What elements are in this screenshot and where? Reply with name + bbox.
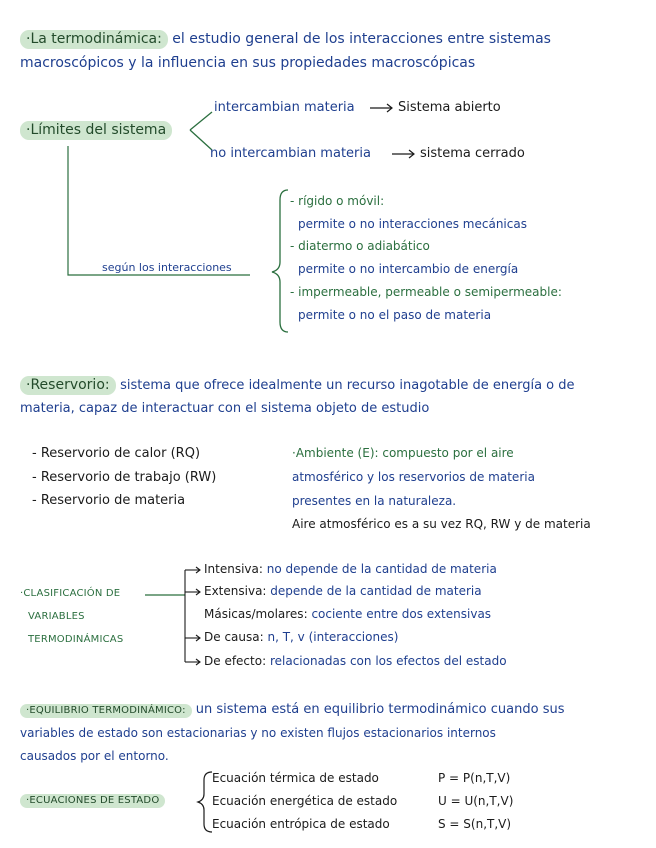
clasificacion-desc: no depende de la cantidad de materia <box>266 562 497 576</box>
term-limites-sistema: ·Límites del sistema <box>20 121 172 140</box>
clasificacion-term: Extensiva: <box>204 584 267 598</box>
clasificacion-desc: n, T, v (interacciones) <box>267 630 399 644</box>
clasificacion-term: Intensiva: <box>204 562 263 576</box>
ambiente-line-2: atmosférico y los reservorios de materia <box>292 470 535 484</box>
branch-open-right: Sistema abierto <box>398 100 501 115</box>
reservorio-type: - Reservorio de calor (RQ) <box>32 446 201 461</box>
ecuacion-formula: U = U(n,T,V) <box>438 794 514 808</box>
reservorio-type: - Reservorio de trabajo (RW) <box>32 470 217 485</box>
reservorio-type: - Reservorio de materia <box>32 493 186 508</box>
clasificacion-term: De efecto: <box>204 654 267 668</box>
term-termodinamica: ·La termodinámica: <box>20 30 168 49</box>
ambiente-line-4: Aire atmosférico es a su vez RQ, RW y de materia <box>292 517 591 531</box>
reservorio-definition-2: materia, capaz de interactuar con el sistema objeto de estudio <box>20 401 430 416</box>
clasificacion-desc: cociente entre dos extensivas <box>311 607 492 621</box>
term-ecuaciones: ·ECUACIONES DE ESTADO <box>20 794 165 808</box>
interaccion-item: permite o no interacciones mecánicas <box>298 217 527 231</box>
ecuacion-name: Ecuación energética de estado <box>212 794 398 808</box>
interaccion-item: - rígido o móvil: <box>290 194 385 208</box>
clasificacion-label-2: VARIABLES <box>28 611 85 622</box>
equilibrio-definition-2: variables de estado son estacionarias y no existen flujos estacionarios internos <box>20 726 496 740</box>
clasificacion-row <box>204 608 491 620</box>
clasificacion-row <box>204 631 398 643</box>
clasificacion-term: De causa: <box>204 630 264 644</box>
intro-definition-2: macroscópicos y la influencia en sus propiedades macroscópicas <box>20 55 476 71</box>
ambiente-line-3: presentes en la naturaleza. <box>292 494 457 508</box>
ecuacion-formula: S = S(n,T,V) <box>438 817 512 831</box>
branch-open-left: intercambian materia <box>214 100 355 115</box>
clasificacion-label-3: TERMODINÁMICAS <box>28 634 124 645</box>
branch-closed-right: sistema cerrado <box>420 146 525 161</box>
ambiente-line-1: ·Ambiente (E): compuesto por el aire <box>292 446 514 460</box>
clasificacion-term: Másicas/molares: <box>204 607 308 621</box>
ecuacion-formula: P = P(n,T,V) <box>438 771 511 785</box>
clasificacion-row <box>204 655 507 667</box>
clasificacion-label-1: ·CLASIFICACIÓN DE <box>20 588 121 599</box>
clasificacion-desc: depende de la cantidad de materia <box>270 584 482 598</box>
branch-closed-left: no intercambian materia <box>210 146 371 161</box>
intro-line-1 <box>20 32 551 46</box>
reservorio-line-1 <box>20 378 575 392</box>
clasificacion-row <box>204 585 482 597</box>
term-equilibrio: ·EQUILIBRIO TERMODINÁMICO: <box>20 704 192 718</box>
ecuaciones-term-wrap <box>20 796 165 806</box>
equilibrio-line-1 <box>20 703 565 716</box>
clasificacion-row <box>204 563 497 575</box>
term-reservorio: ·Reservorio: <box>20 376 116 395</box>
segun-interacciones: según los interacciones <box>102 261 232 274</box>
ecuacion-name: Ecuación entrópica de estado <box>212 817 390 831</box>
reservorio-definition-1: sistema que ofrece idealmente un recurso inagotable de energía o de <box>120 378 575 393</box>
interaccion-item: permite o no intercambio de energía <box>298 262 519 276</box>
interaccion-item: permite o no el paso de materia <box>298 308 492 322</box>
ecuacion-name: Ecuación térmica de estado <box>212 771 379 785</box>
intro-definition-1: el estudio general de los interacciones entre sistemas <box>172 31 551 47</box>
clasificacion-desc: relacionadas con los efectos del estado <box>269 654 507 668</box>
equilibrio-definition-1: un sistema está en equilibrio termodinámico cuando sus <box>195 702 565 717</box>
interaccion-item: - impermeable, permeable o semipermeable: <box>290 285 562 299</box>
equilibrio-definition-3: causados por el entorno. <box>20 749 169 763</box>
limites-term-wrap <box>20 123 172 137</box>
interaccion-item: - diatermo o adiabático <box>290 239 430 253</box>
